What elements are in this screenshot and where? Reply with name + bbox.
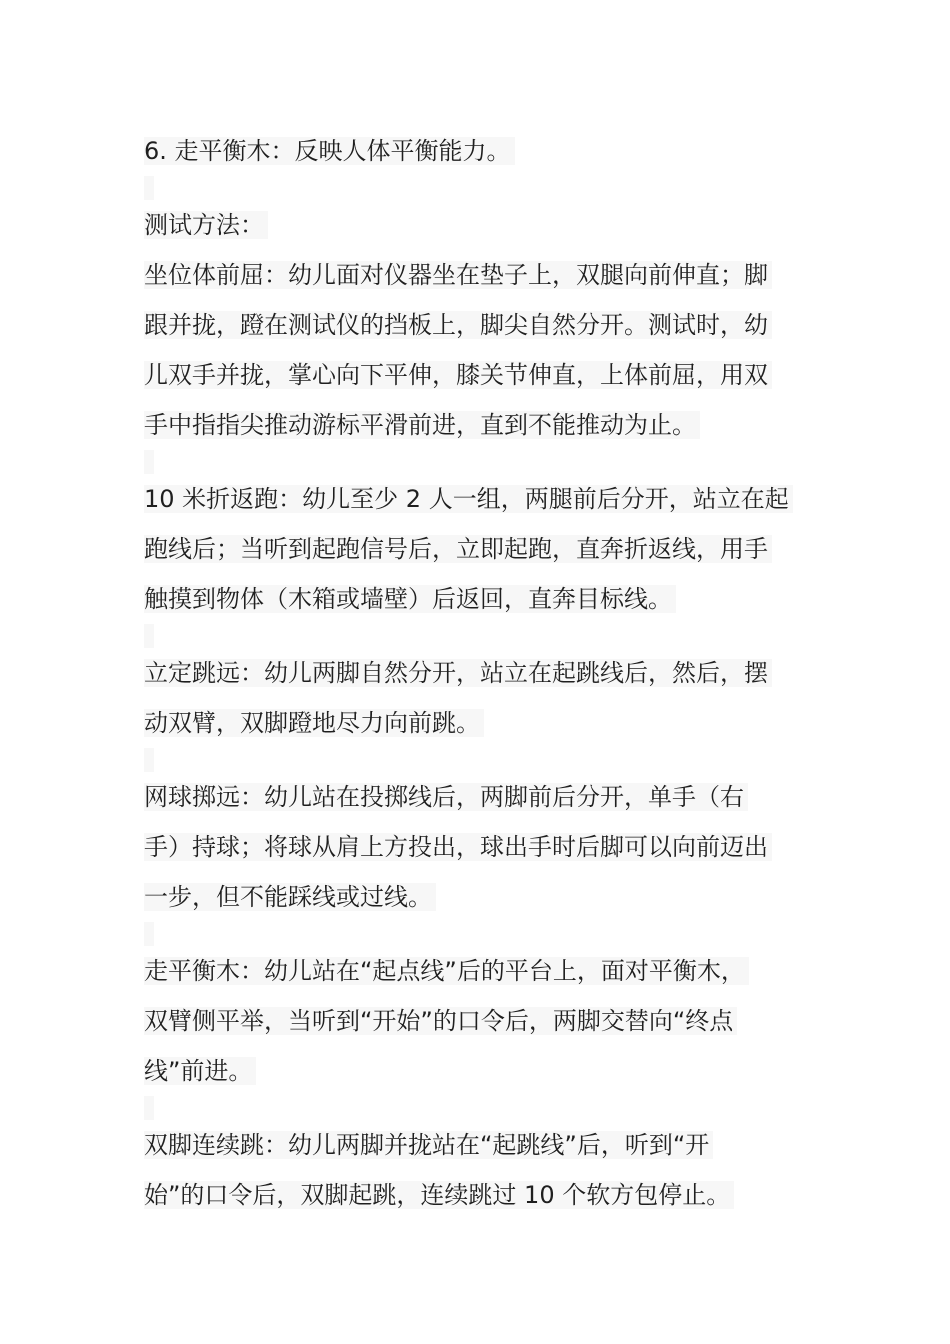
- sections-container: [144, 250, 808, 1220]
- paragraph-line: [144, 1170, 808, 1220]
- paragraph-double-jump: [144, 1120, 808, 1220]
- section-title-line: [144, 126, 808, 176]
- paragraph-text: 跟并拢，蹬在测试仪的挡板上，脚尖自然分开。测试时，幼: [144, 311, 772, 339]
- paragraph-text: 网球掷远：幼儿站在投掷线后，两脚前后分开，单手（右: [144, 783, 748, 811]
- paragraph-gap: [144, 748, 808, 772]
- paragraph-text: 10 米折返跑：幼儿至少 2 人一组，两腿前后分开，站立在起: [144, 485, 793, 513]
- paragraph-line: [144, 350, 808, 400]
- paragraph-balance-beam: [144, 946, 808, 1096]
- paragraph-text: 手中指指尖推动游标平滑前进，直到不能推动为止。: [144, 411, 700, 439]
- paragraph-line: [144, 822, 808, 872]
- paragraph-text: 双臂侧平举，当听到“开始”的口令后，两脚交替向“终点: [144, 1007, 737, 1035]
- paragraph-line: [144, 1046, 808, 1096]
- paragraph-text: 线”前进。: [144, 1057, 256, 1085]
- paragraph-standing-jump: [144, 648, 808, 748]
- section-title: 6. 走平衡木：反映人体平衡能力。: [144, 137, 515, 165]
- paragraph-tennis-throw: [144, 772, 808, 922]
- document-body: [144, 126, 808, 1220]
- paragraph-gap: [144, 1096, 808, 1120]
- paragraph-gap: [144, 922, 808, 946]
- paragraph-line: [144, 946, 808, 996]
- paragraph-gap: [144, 176, 808, 200]
- paragraph-text: 跑线后；当听到起跑信号后，立即起跑，直奔折返线，用手: [144, 535, 772, 563]
- paragraph-text: 坐位体前屈：幼儿面对仪器坐在垫子上，双腿向前伸直；脚: [144, 261, 772, 289]
- paragraph-text: 走平衡木：幼儿站在“起点线”后的平台上，面对平衡木，: [144, 957, 749, 985]
- paragraph-line: [144, 250, 808, 300]
- paragraph-line: [144, 872, 808, 922]
- paragraph-gap: [144, 624, 808, 648]
- paragraph-line: [144, 648, 808, 698]
- paragraph-sit-reach: [144, 250, 808, 450]
- paragraph-shuttle-run: [144, 474, 808, 624]
- paragraph-line: [144, 574, 808, 624]
- paragraph-text: 触摸到物体（木箱或墙壁）后返回，直奔目标线。: [144, 585, 676, 613]
- paragraph-line: [144, 474, 808, 524]
- paragraph-line: [144, 996, 808, 1046]
- paragraph-line: [144, 772, 808, 822]
- paragraph-text: 手）持球；将球从肩上方投出，球出手时后脚可以向前迈出: [144, 833, 772, 861]
- paragraph-text: 儿双手并拢，掌心向下平伸，膝关节伸直，上体前屈，用双: [144, 361, 772, 389]
- paragraph-text: 动双臂，双脚蹬地尽力向前跳。: [144, 709, 484, 737]
- paragraph-text: 立定跳远：幼儿两脚自然分开，站立在起跳线后，然后，摆: [144, 659, 772, 687]
- paragraph-line: [144, 524, 808, 574]
- paragraph-text: 一步，但不能踩线或过线。: [144, 883, 436, 911]
- paragraph-text: 双脚连续跳：幼儿两脚并拢站在“起跳线”后，听到“开: [144, 1131, 713, 1159]
- method-heading-line: [144, 200, 808, 250]
- method-heading: 测试方法：: [144, 211, 268, 239]
- paragraph-line: [144, 698, 808, 748]
- paragraph-line: [144, 400, 808, 450]
- paragraph-gap: [144, 450, 808, 474]
- paragraph-line: [144, 300, 808, 350]
- paragraph-text: 始”的口令后，双脚起跳，连续跳过 10 个软方包停止。: [144, 1181, 734, 1209]
- paragraph-line: [144, 1120, 808, 1170]
